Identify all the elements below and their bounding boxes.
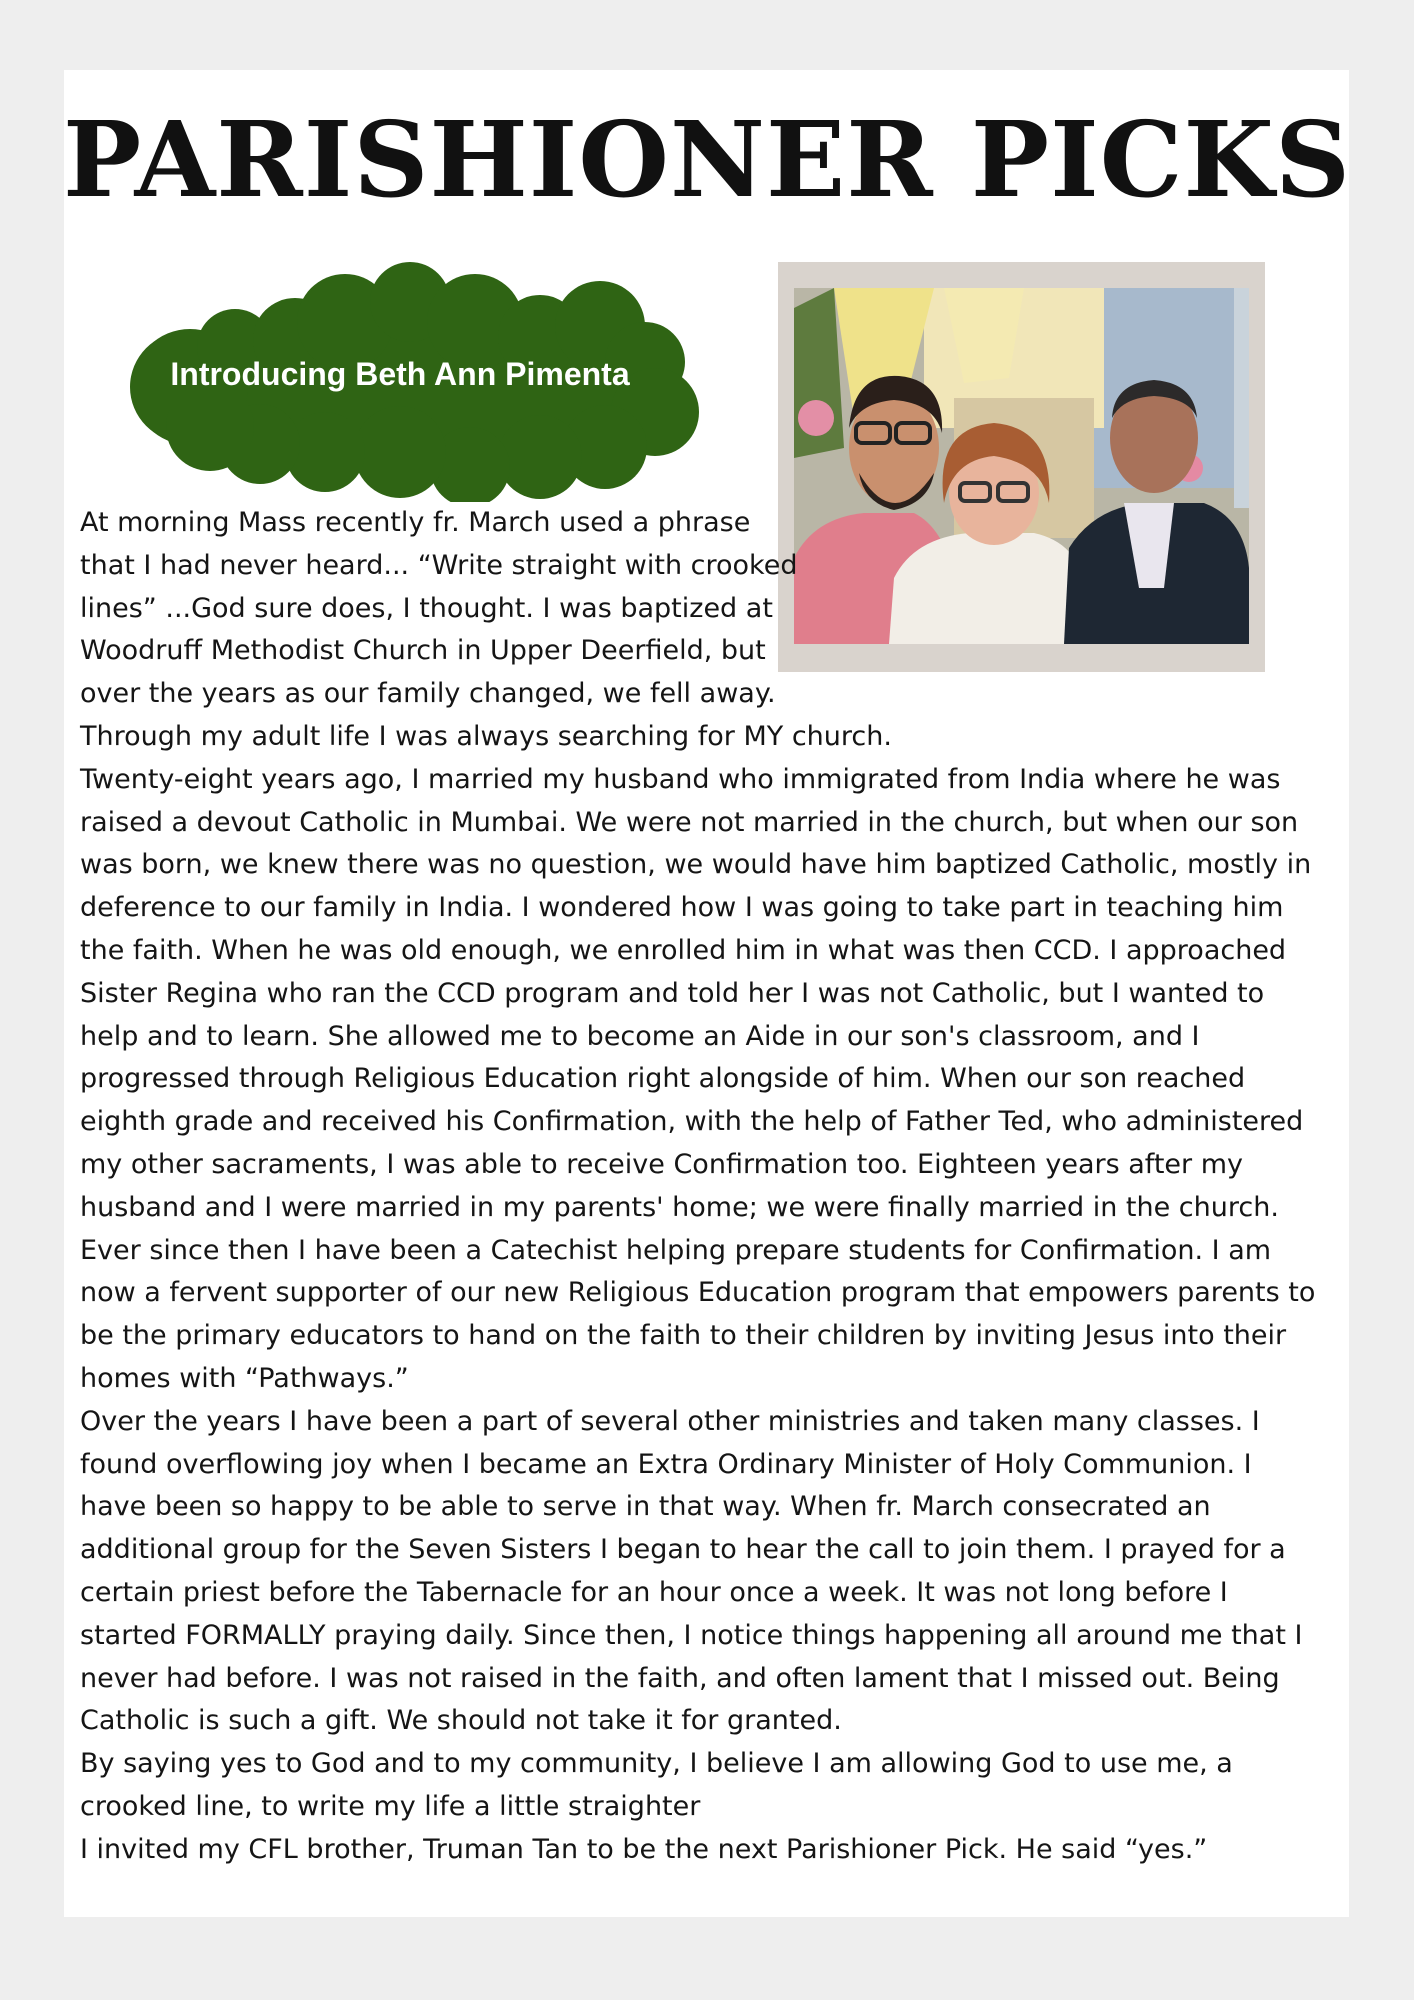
name-badge-cloud	[100, 262, 700, 502]
page-title: PARISHIONER PICKS	[62, 98, 1352, 221]
photo-wrap-spacer	[800, 502, 1320, 684]
article-paragraph: Over the years I have been a part of several other ministries and taken many classes. I found overflowing joy when I became an Extra Ordinary Minister of Holy Communion. I have been so happy to be able to serve in that way. When fr. March consecrated an additional group for the Seven Sisters I began to hear the call to join them. I prayed for a certain priest before the Tabernacle for an hour once a week. It was not long before I started FORMALLY praying daily. Since then, I notice things happening all around me that I never had before. I was not raised in the faith, and often lament that I missed out. Being Catholic is such a gift. We should not take it for granted.	[80, 1405, 1303, 1737]
badge-label: Introducing Beth Ann Pimenta	[170, 356, 630, 392]
article-paragraph: At morning Mass recently fr. March used a phrase that I had never heard... “Write straight with crooked lines” ...God sure does, I thought. I was baptized at Woodruff Methodist Church in Upper Deerfield, but over the years as our family changed, we fell away. Through my adult life I was always searching for MY church.	[80, 507, 892, 752]
article-body	[80, 502, 1320, 1872]
article-paragraph: Twenty-eight years ago, I married my husband who immigrated from India where he was raised a devout Catholic in Mumbai. We were not married in the church, but when our son was born, we knew there was no question, we would have him baptized Catholic, mostly in deference to our family in India. I wondered how I was going to take part in teaching him the faith. When he was old enough, we enrolled him in what was then CCD. I approached Sister Regina who ran the CCD program and told her I was not Catholic, but I wanted to help and to learn. She allowed me to become an Aide in our son's classroom, and I progressed through Religious Education right alongside of him. When our son reached eighth grade and received his Confirmation, with the help of Father Ted, who administered my other sacraments, I was able to receive Confirmation too. Eighteen years after my husband and I were married in my parents' home; we were finally married in the church. Ever since then I have been a Catechist helping prepare students for Confirmation. I am now a fervent supporter of our new Religious Education program that empowers parents to be the primary educators to hand on the faith to their children by inviting Jesus into their homes with “Pathways.”	[80, 763, 1316, 1394]
article-paragraph: I invited my CFL brother, Truman Tan to be the next Parishioner Pick. He said “yes.”	[80, 1833, 1208, 1865]
article-paragraph: By saying yes to God and to my community, I believe I am allowing God to use me, a crooked line, to write my life a little straighter	[80, 1748, 1233, 1822]
